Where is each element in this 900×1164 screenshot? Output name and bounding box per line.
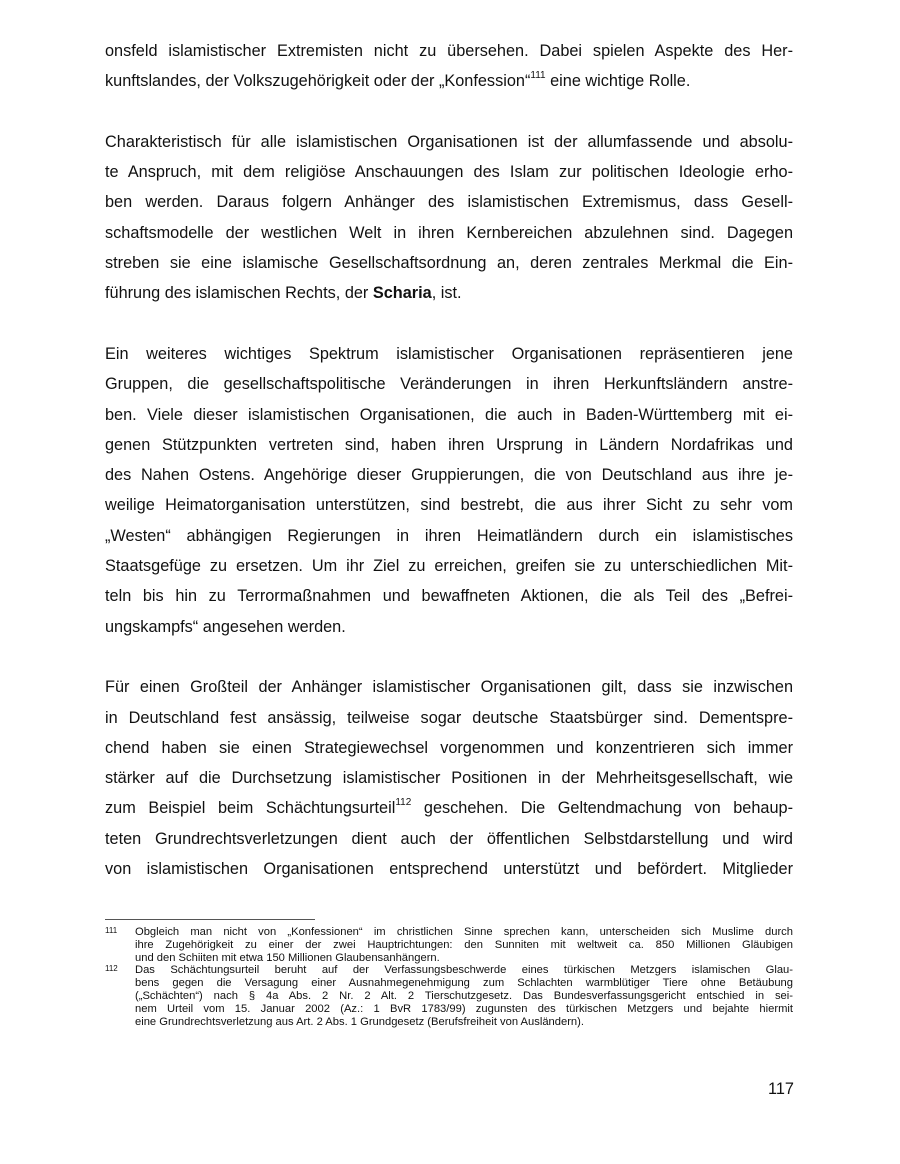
text-line: Staatsgefüge zu ersetzen. Um ihr Ziel zu erreichen, greifen sie zu unterschiedlichen Mit- [105, 557, 793, 576]
footnote-number: 112 [105, 964, 118, 974]
text-line: teten Grundrechtsverletzungen dient auch der öffentlichen Selbstdarstellung und wird [105, 829, 793, 848]
text-line: te Anspruch, mit dem religiöse Anschauungen des Islam zur politischen Ideologie erho- [105, 163, 793, 182]
footnote-line: eine Grundrechtsverletzung aus Art. 2 Abs. 1 Grundgesetz (Berufsfreiheit von Ausländern). [135, 1015, 584, 1028]
text-line: zum Beispiel beim Schächtungsurteil$^{112}$ geschehen. Die Geltendmachung von behaup- [105, 797, 793, 818]
text-line: des Nahen Ostens. Angehörige dieser Gruppierungen, die von Deutschland aus ihre je- [105, 466, 793, 485]
text-line: kunftslandes, der Volkszugehörigkeit oder der „Konfession“$^{111}$ eine wichtige Rolle. [105, 70, 691, 91]
footnote-text [135, 926, 793, 964]
paragraph-2 [105, 127, 793, 309]
text-line: ungskampfs“ angesehen werden. [105, 617, 346, 636]
emphasis-term: Scharia [372, 284, 432, 303]
text-line: ben werden. Daraus folgern Anhänger des islamistischen Extremismus, dass Gesell- [105, 193, 793, 212]
paragraph-1 [105, 36, 793, 97]
text-line: streben sie eine islamische Gesellschaftsordnung an, deren zentrales Merkmal die Ein- [105, 254, 793, 273]
text-line: „Westen“ abhängigen Regierungen in ihren Heimatländern durch ein islamistisches [105, 526, 793, 545]
footnote-ref-112[interactable]: 112 [395, 797, 412, 809]
text-line: stärker auf die Durchsetzung islamistischer Positionen in der Mehrheitsgesellschaft, wie [105, 769, 793, 788]
footnote-line: Obgleich man nicht von „Konfessionen“ im christlichen Sinne sprechen kann, unterscheiden sich Muslime durch [135, 926, 793, 938]
text-line: ben. Viele dieser islamistischen Organisationen, die auch in Baden-Württemberg mit ei- [105, 405, 793, 424]
text-line: teln bis hin zu Terrormaßnahmen und bewaffneten Aktionen, die als Teil des „Befrei- [105, 587, 793, 606]
text-line: weilige Heimatorganisation unterstützen, sind bestrebt, die aus ihrer Sicht zu sehr vom [105, 496, 793, 515]
footnote-112 [105, 964, 793, 1028]
text-line: schaftsmodelle der westlichen Welt in ihren Kernbereichen abzulehnen sind. Dagegen [105, 223, 793, 242]
text-line: führung des islamischen Rechts, der Scharia, ist. [105, 284, 462, 303]
footnote-line: Das Schächtungsurteil beruht auf der Verfassungsbeschwerde eines türkischen Metzgers islamischen Glau- [135, 964, 793, 977]
document-page [105, 36, 793, 915]
text-line: onsfeld islamistischer Extremisten nicht zu übersehen. Dabei spielen Aspekte des Her- [105, 42, 793, 60]
text-line: Charakteristisch für alle islamistischen Organisationen ist der allumfassende und absolu- [105, 132, 793, 151]
footnote-111 [105, 926, 793, 964]
footnote-line: und den Schiiten mit etwa 150 Millionen Glaubensanhängern. [135, 951, 440, 964]
footnote-text [135, 964, 793, 1028]
footnote-line: („Schächten“) nach § 4a Abs. 2 Nr. 2 Alt. 2 Tierschutzgesetz. Das Bundesverfassungsgericht entschied in sei- [135, 989, 793, 1002]
paragraph-3 [105, 339, 793, 642]
text-line: genen Stützpunkten vertreten sind, haben ihren Ursprung in Ländern Nordafrikas und [105, 435, 793, 454]
text-line: Ein weiteres wichtiges Spektrum islamistischer Organisationen repräsentieren jene [105, 344, 793, 363]
page-number: 117 [768, 1080, 794, 1098]
text-line: Gruppen, die gesellschaftspolitische Veränderungen in ihren Herkunftsländern anstre- [105, 375, 793, 394]
text-line: Für einen Großteil der Anhänger islamistischer Organisationen gilt, dass sie inzwischen [105, 678, 793, 697]
footnote-line: nem Urteil vom 15. Januar 2002 (Az.: 1 BvR 1783/99) zugunsten des türkischen Metzgers und bejahte hiermit [135, 1002, 793, 1015]
text-line: in Deutschland fest ansässig, teilweise sogar deutsche Staatsbürger sind. Dementspre- [105, 708, 793, 727]
footnote-line: bens gegen die Versagung einer Ausnahmegenehmigung zum Schlachten warmblütiger Tiere ohne Betäubung [135, 977, 793, 990]
footnote-ref-111[interactable]: 111 [530, 70, 546, 82]
footnote-line: ihre Zugehörigkeit zu einer der zwei Hauptrichtungen: den Sunniten mit weltweit ca. 850 Millionen Gläubigen [135, 938, 793, 951]
footnote-separator [105, 919, 315, 920]
text-line: von islamistischen Organisationen entsprechend unterstützt und befördert. Mitglieder [105, 860, 793, 879]
text-line: chend haben sie einen Strategiewechsel vorgenommen und konzentrieren sich immer [105, 738, 793, 757]
footnotes [105, 926, 793, 1028]
paragraph-4 [105, 672, 793, 884]
footnote-number: 111 [105, 926, 118, 935]
